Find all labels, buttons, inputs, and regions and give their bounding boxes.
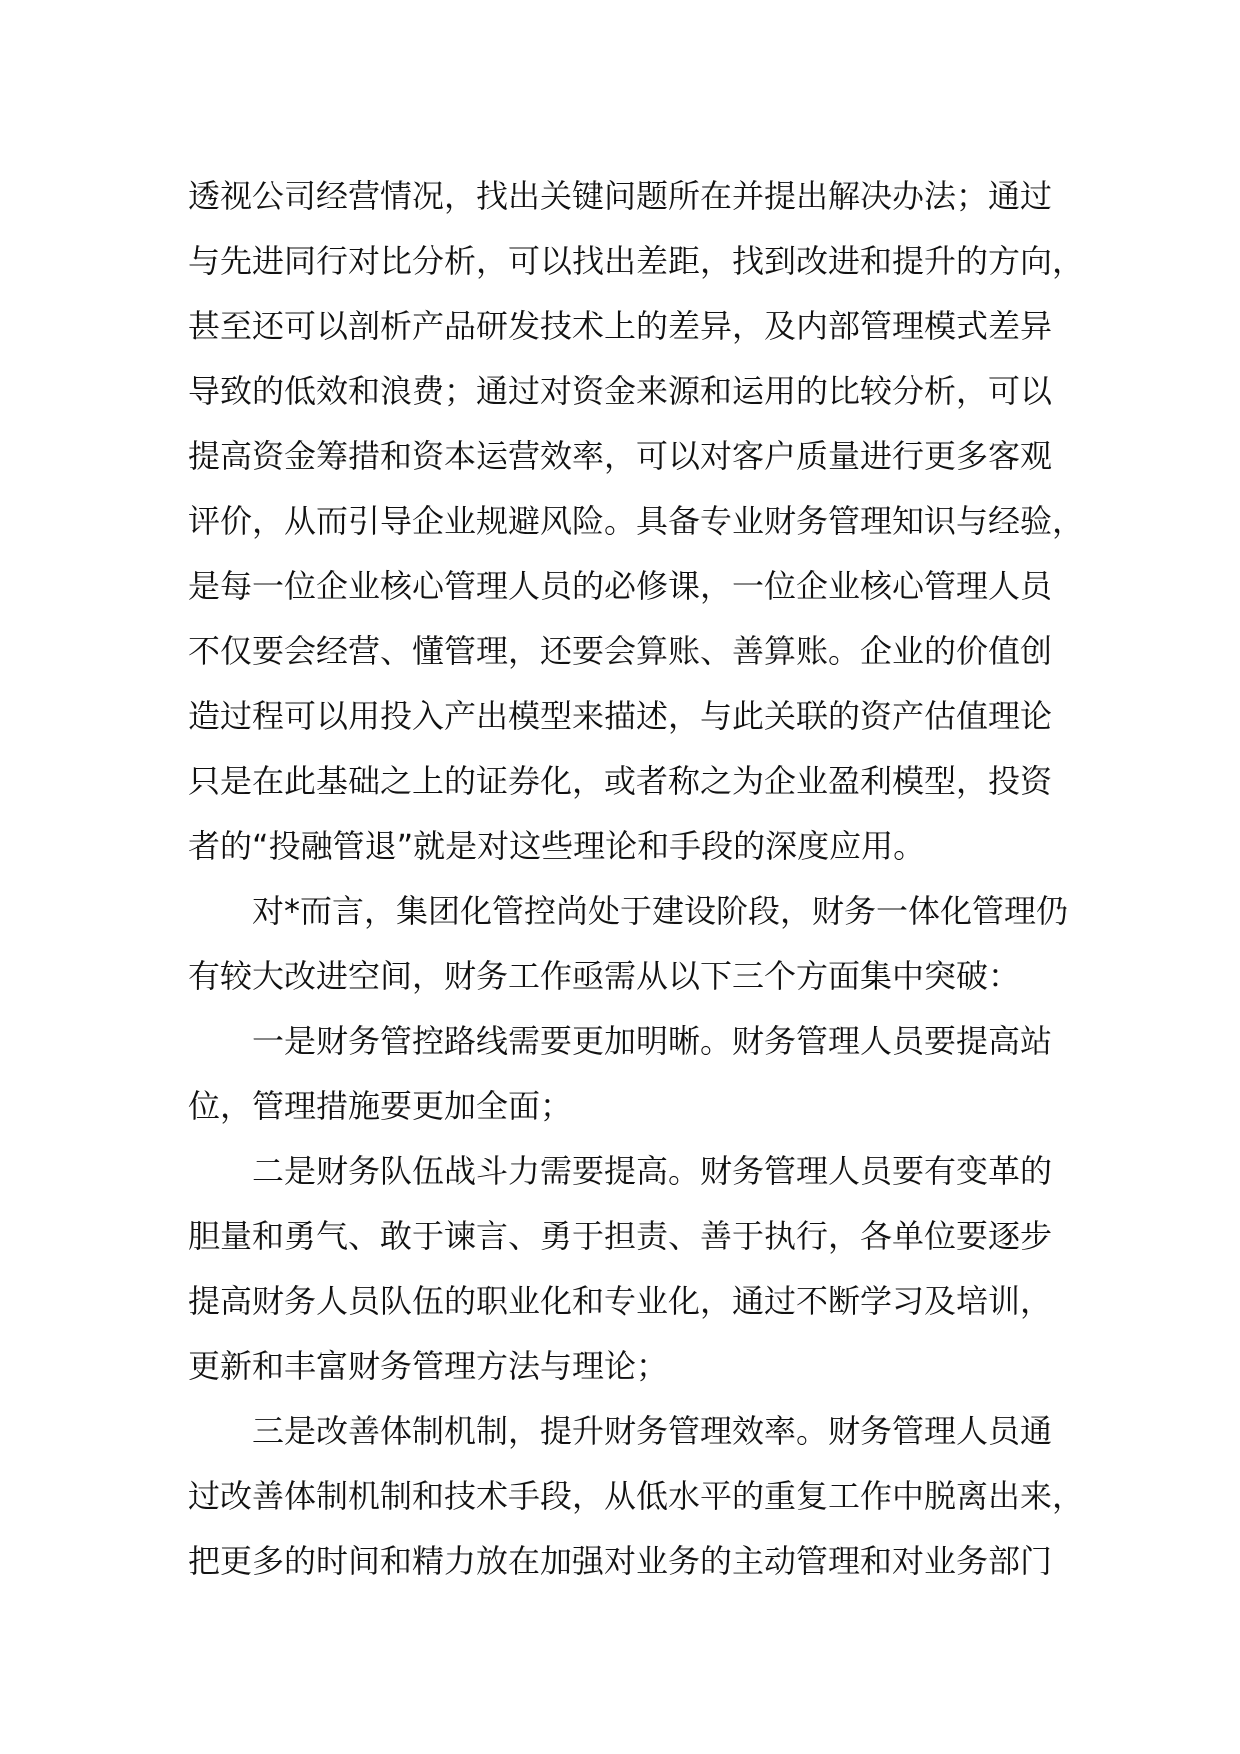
paragraph-start-line: 一是财务管控路线需要更加明晰。财务管理人员要提高站 — [252, 1022, 1053, 1060]
text-line: 过改善体制机制和技术手段，从低水平的重复工作中脱离出来， — [188, 1477, 1085, 1515]
text-line: 只是在此基础之上的证券化，或者称之为企业盈利模型，投资 — [188, 762, 1053, 800]
text-line: 有较大改进空间，财务工作亟需从以下三个方面集中突破： — [188, 957, 1021, 995]
text-line: 透视公司经营情况，找出关键问题所在并提出解决办法；通过 — [188, 177, 1053, 215]
paragraph-start-line: 对*而言，集团化管控尚处于建设阶段，财务一体化管理仍 — [252, 892, 1069, 930]
text-line: 提高资金筹措和资本运营效率，可以对客户质量进行更多客观 — [188, 437, 1053, 475]
text-line: 把更多的时间和精力放在加强对业务的主动管理和对业务部门 — [188, 1542, 1053, 1580]
paragraph-start-line: 三是改善体制机制，提升财务管理效率。财务管理人员通 — [252, 1412, 1053, 1450]
text-line: 是每一位企业核心管理人员的必修课，一位企业核心管理人员 — [188, 567, 1053, 605]
text-line: 甚至还可以剖析产品研发技术上的差异，及内部管理模式差异 — [188, 307, 1053, 345]
text-line: 不仅要会经营、懂管理，还要会算账、善算账。企业的价值创 — [188, 632, 1053, 670]
text-line: 者的“投融管退”就是对这些理论和手段的深度应用。 — [188, 827, 926, 865]
text-line: 评价，从而引导企业规避风险。具备专业财务管理知识与经验， — [188, 502, 1085, 540]
text-line: 导致的低效和浪费；通过对资金来源和运用的比较分析，可以 — [188, 372, 1053, 410]
document-body — [188, 164, 1088, 1594]
text-line: 提高财务人员队伍的职业化和专业化，通过不断学习及培训， — [188, 1282, 1053, 1320]
text-line: 更新和丰富财务管理方法与理论； — [188, 1347, 669, 1385]
text-line: 与先进同行对比分析，可以找出差距，找到改进和提升的方向， — [188, 242, 1085, 280]
text-line: 胆量和勇气、敢于谏言、勇于担责、善于执行，各单位要逐步 — [188, 1217, 1053, 1255]
text-line: 造过程可以用投入产出模型来描述，与此关联的资产估值理论 — [188, 697, 1053, 735]
paragraph-start-line: 二是财务队伍战斗力需要提高。财务管理人员要有变革的 — [252, 1152, 1053, 1190]
text-line: 位，管理措施要更加全面； — [188, 1087, 573, 1125]
